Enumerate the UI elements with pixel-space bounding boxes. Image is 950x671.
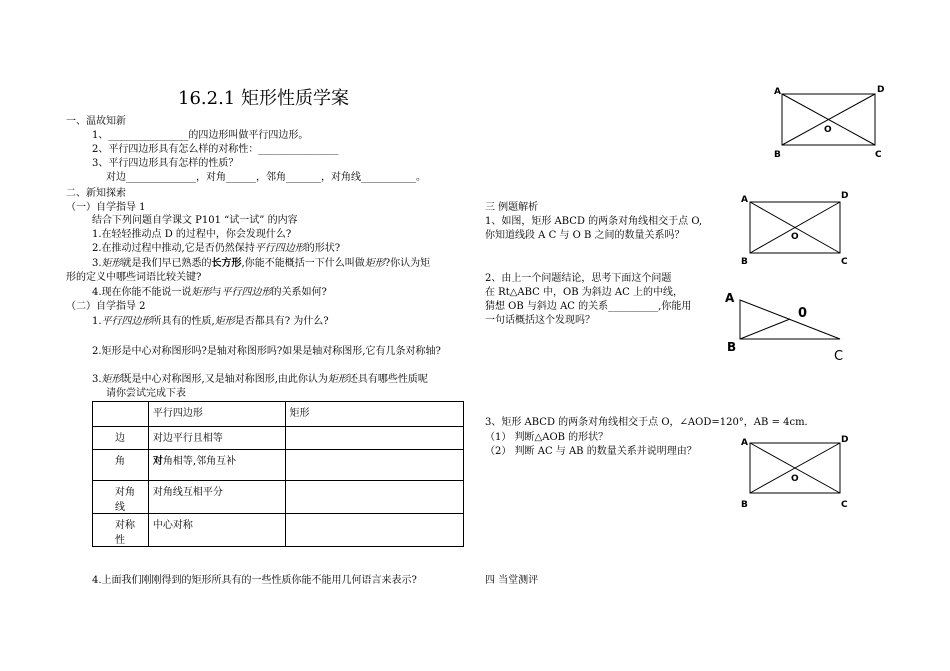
table-cell-rectangle[interactable] xyxy=(285,450,463,481)
question-text: 4.现在你能不能说一说 xyxy=(92,287,192,298)
vertex-label-a: A xyxy=(741,195,748,205)
vertex-label-b: B xyxy=(774,150,781,160)
question-text: 2、平行四边形具有怎么样的对称性： xyxy=(92,144,259,155)
cell-text: 角相等,邻角互补 xyxy=(162,456,237,467)
guide-2-question-3-line-2: 请你尝试完成下表 xyxy=(106,388,186,399)
example-2-line-2: 在 Rt△ABC 中，OB 为斜边 AC 上的中线， xyxy=(485,287,683,298)
table-cell-parallelogram: 对边平行且相等 xyxy=(148,427,285,450)
guide-1-question-3 xyxy=(92,257,430,270)
italic-term: 平行四边形 xyxy=(221,287,272,298)
example-3-line-1: 3、矩形 ABCD 的两条对角线相交于点 O，∠AOD=120°，AB = 4cm. xyxy=(485,417,808,428)
section-3-heading: 三 例题解析 xyxy=(485,202,539,213)
table-cell-parallelogram: 对角线互相平分 xyxy=(148,481,285,514)
guide-1-intro: 结合下列问题自学课文 P101 “试一试” 的内容 xyxy=(92,215,298,226)
example-2-line-1: 2、由上一个问题结论，思考下面这个问题 xyxy=(485,273,672,284)
question-text: ,你能不能概括一下什么叫做 xyxy=(241,258,365,269)
question-text: 1. xyxy=(92,316,102,327)
review-question-3: 3、平行四边形具有怎样的性质？ xyxy=(92,158,239,169)
example-1-line-2: 你知道线段 A C 与 O B 之间的数量关系吗？ xyxy=(485,230,685,241)
table-cell-rectangle[interactable] xyxy=(285,427,463,450)
italic-term: 矩形 xyxy=(364,258,385,269)
review-question-2 xyxy=(92,143,338,156)
guide-2-question-4: 4.上面我们刚刚得到的矩形所具有的一些性质你能不能用几何语言来表示? xyxy=(92,575,417,586)
italic-term: 矩形 xyxy=(191,287,212,298)
vertex-label-d: D xyxy=(841,191,849,201)
rectangle-figure-1 xyxy=(770,82,890,162)
example-3-sub-1: （1） 判断△AOB 的形状？ xyxy=(485,432,609,443)
italic-term: 矩形 xyxy=(214,316,235,327)
question-text: 的四边形叫做平行四边形。 xyxy=(188,130,309,141)
example-2-line-4: 一句话概括这个发现吗？ xyxy=(485,315,595,326)
italic-term: 矩形 xyxy=(101,374,122,385)
table-cell-rectangle[interactable] xyxy=(285,514,463,547)
table-header-cell: 平行四边形 xyxy=(148,402,285,427)
table-row xyxy=(93,450,464,481)
vertex-label-c: C xyxy=(841,500,848,510)
table-cell-parallelogram: 中心对称 xyxy=(148,514,285,547)
table-row-label: 对角线 xyxy=(93,481,149,514)
guide-1-heading: （一）自学指导 1 xyxy=(66,202,146,213)
center-label-o: O xyxy=(791,232,799,242)
table-header-cell xyxy=(93,402,149,427)
median-ob xyxy=(740,319,790,339)
vertex-label-c: C xyxy=(834,349,844,364)
triangle-figure xyxy=(722,288,857,368)
vertex-label-b: B xyxy=(727,340,737,354)
answer-blank: ________________ xyxy=(258,144,339,155)
vertex-label-a: A xyxy=(774,87,781,97)
table-row xyxy=(93,481,464,514)
example-1-line-1: 1、如图，矩形 ABCD 的两条对角线相交于点 O, xyxy=(485,216,703,227)
italic-term: 矩形 xyxy=(101,258,122,269)
bold-term: 长方形 xyxy=(211,258,242,269)
table-header-row xyxy=(93,402,464,427)
question-text: 就是我们早已熟悉的 xyxy=(121,258,212,269)
question-text: 与 xyxy=(211,287,222,298)
question-text: 既是中心对称图形,又是轴对称图形,由此你认为 xyxy=(121,374,328,385)
guide-1-question-4 xyxy=(92,286,327,299)
table-row-label: 对称性 xyxy=(93,514,149,547)
example-2-line-3: 猜想 OB 与斜边 AC 的关系__________,你能用 xyxy=(485,301,692,312)
table-row xyxy=(93,514,464,547)
vertex-label-b: B xyxy=(741,257,748,267)
vertex-label-c: C xyxy=(841,257,848,267)
guide-1-question-2 xyxy=(92,242,340,255)
question-text: 3. xyxy=(92,374,102,385)
vertex-label-d: D xyxy=(877,85,885,95)
italic-term: 平行四边形 xyxy=(101,316,152,327)
italic-term: 平行四边形 xyxy=(254,243,305,254)
guide-2-question-2: 2.矩形是中心对称图形吗?是轴对称图形吗?如果是轴对称图形,它有几条对称轴? xyxy=(92,346,441,357)
question-text: 是否都具有? 为什么? xyxy=(234,316,329,327)
guide-2-heading: （二）自学指导 2 xyxy=(66,301,146,312)
section-1-heading: 一、温故知新 xyxy=(66,116,126,127)
table-cell-rectangle[interactable] xyxy=(285,481,463,514)
table-row-label: 边 xyxy=(93,427,149,450)
section-4-heading: 四 当堂测评 xyxy=(485,575,539,586)
review-question-3-blanks: 对边______________，对角______，邻角_______，对角线___________。 xyxy=(106,172,426,183)
rectangle-figure-3 xyxy=(740,433,860,513)
question-text: 3. xyxy=(92,258,102,269)
answer-blank: ________________ xyxy=(108,130,189,141)
question-text: 还具有哪些性质呢 xyxy=(347,374,428,385)
question-text: 2.在推动过程中推动,它是否仍然保持 xyxy=(92,243,255,254)
section-2-heading: 二、新知探索 xyxy=(66,188,126,199)
vertex-label-d: D xyxy=(841,435,849,445)
question-number: 1、 xyxy=(92,130,109,141)
midpoint-label-o: 0 xyxy=(798,306,808,321)
question-text: 的关系如何? xyxy=(271,287,327,298)
vertex-label-c: C xyxy=(875,150,882,160)
vertex-label-a: A xyxy=(741,438,748,448)
table-row-label: 角 xyxy=(93,450,149,481)
rectangle-figure-2 xyxy=(740,190,860,270)
example-3-sub-2: （2） 判断 AC 与 AB 的数量关系并说明理由？ xyxy=(485,446,697,457)
question-text: 所具有的性质, xyxy=(151,316,215,327)
bold-term: 对 xyxy=(152,456,163,467)
table-cell-parallelogram xyxy=(148,450,285,481)
vertex-label-b: B xyxy=(741,500,748,510)
guide-1-question-3-line-2: 形的定义中哪些词语比较关键? xyxy=(66,272,202,283)
question-text: ?你认为矩 xyxy=(384,258,431,269)
center-label-o: O xyxy=(791,474,799,484)
review-question-1 xyxy=(92,129,308,142)
italic-term: 矩形 xyxy=(327,374,348,385)
center-label-o: O xyxy=(824,125,832,135)
comparison-table xyxy=(92,401,464,547)
vertex-label-a: A xyxy=(725,291,735,305)
question-text: 的形状? xyxy=(304,243,341,254)
guide-2-question-1 xyxy=(92,315,329,328)
guide-1-question-1: 1.在轻轻推动点 D 的过程中，你会发现什么? xyxy=(92,229,292,240)
table-header-cell: 矩形 xyxy=(285,402,463,427)
table-row xyxy=(93,427,464,450)
page-title: 16.2.1 矩形性质学案 xyxy=(178,88,349,109)
guide-2-question-3 xyxy=(92,373,428,386)
